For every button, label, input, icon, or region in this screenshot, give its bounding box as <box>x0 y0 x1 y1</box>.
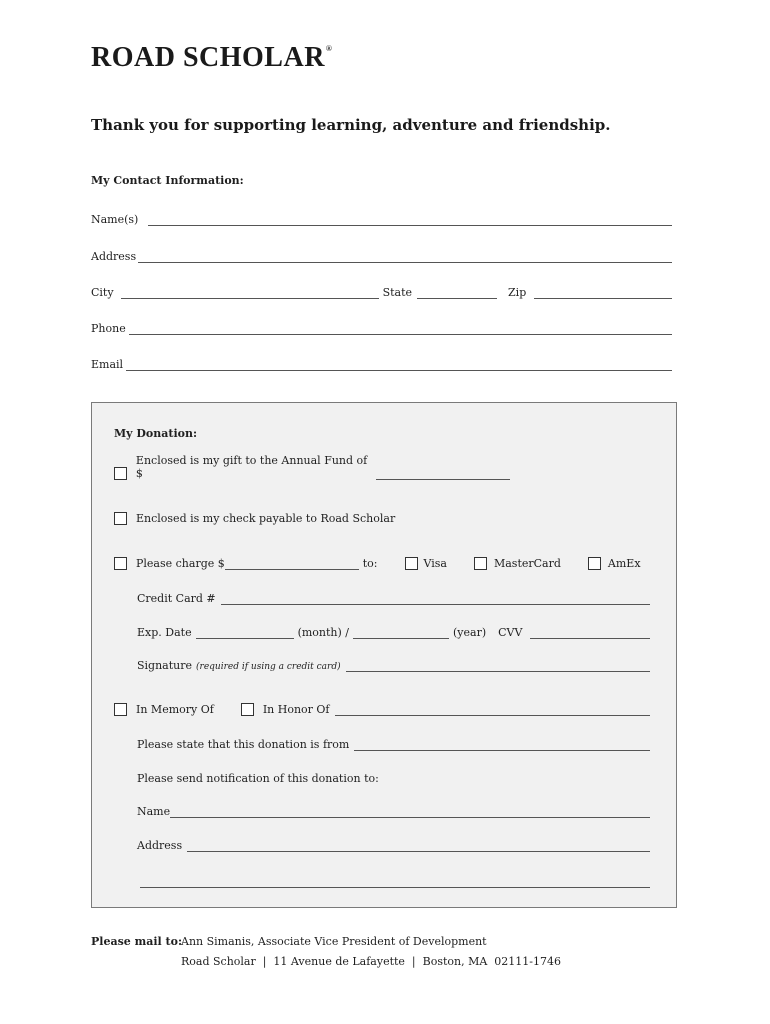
from-row <box>137 735 650 751</box>
mail-address-line2: Road Scholar | 11 Avenue de Lafayette | Boston, MA 02111-1746 <box>181 955 562 968</box>
signature-row <box>137 656 650 672</box>
cvv-field[interactable] <box>530 627 650 639</box>
state-label: State <box>382 286 413 299</box>
exp-month-label: (month) / <box>297 626 350 639</box>
email-field[interactable] <box>126 359 672 371</box>
notify-address-label: Address <box>137 839 183 852</box>
expiration-row <box>137 623 650 639</box>
charge-label: Please charge $ <box>136 557 225 570</box>
charge-to-label: to: <box>362 557 378 570</box>
notify-label: Please send notification of this donation to: <box>137 772 379 785</box>
mastercard-label: MasterCard <box>493 557 561 570</box>
gift-checkbox[interactable] <box>114 467 127 480</box>
state-field[interactable] <box>417 287 497 299</box>
exp-year-label: (year) <box>453 626 487 639</box>
notify-name-label: Name <box>137 805 171 818</box>
card-number-field[interactable] <box>221 593 650 605</box>
zip-field[interactable] <box>534 287 672 299</box>
in-memory-label: In Memory Of <box>136 703 214 716</box>
mail-address-line1: Ann Simanis, Associate Vice President of Development <box>181 935 487 948</box>
charge-checkbox[interactable] <box>114 557 127 570</box>
names-label: Name(s) <box>91 213 139 226</box>
donation-heading: My Donation: <box>114 427 198 440</box>
address-row <box>91 247 672 263</box>
check-row <box>114 509 514 525</box>
charge-row <box>114 554 654 570</box>
check-label: Enclosed is my check payable to Road Scholar <box>136 512 396 525</box>
in-memory-checkbox[interactable] <box>114 703 127 716</box>
city-state-zip-row <box>91 283 672 299</box>
check-checkbox[interactable] <box>114 512 127 525</box>
city-field[interactable] <box>121 287 379 299</box>
zip-label: Zip <box>508 286 527 299</box>
from-field[interactable] <box>354 739 650 751</box>
tribute-row <box>114 700 650 716</box>
contact-heading: My Contact Information: <box>91 174 244 187</box>
notify-name-row <box>137 802 650 818</box>
city-label: City <box>91 286 114 299</box>
phone-field[interactable] <box>129 323 672 335</box>
email-label: Email <box>91 358 124 371</box>
notify-address-field[interactable] <box>187 840 650 852</box>
gift-label: Enclosed is my gift to the Annual Fund of $ <box>135 454 368 480</box>
signature-label: Signature <box>137 659 193 672</box>
amex-label: AmEx <box>607 557 641 570</box>
notify-name-field[interactable] <box>170 806 650 818</box>
notify-address-line2-field[interactable] <box>140 876 650 888</box>
names-row <box>91 210 672 226</box>
tribute-name-field[interactable] <box>335 704 650 716</box>
from-label: Please state that this donation is from <box>137 738 350 751</box>
signature-field[interactable] <box>346 660 650 672</box>
phone-label: Phone <box>91 322 126 335</box>
card-number-row <box>137 589 650 605</box>
exp-month-field[interactable] <box>196 627 294 639</box>
logo-text: ROAD SCHOLAR <box>91 42 325 73</box>
exp-date-label: Exp. Date <box>137 626 192 639</box>
charge-amount-field[interactable] <box>225 558 359 570</box>
gift-amount-field[interactable] <box>376 468 510 480</box>
mail-to-label: Please mail to: <box>91 935 183 948</box>
visa-label: Visa <box>423 557 447 570</box>
donation-box <box>91 402 677 908</box>
email-row <box>91 355 672 371</box>
amex-checkbox[interactable] <box>588 557 601 570</box>
phone-row <box>91 319 672 335</box>
in-honor-checkbox[interactable] <box>241 703 254 716</box>
signature-note: (required if using a credit card) <box>196 662 341 672</box>
in-honor-label: In Honor Of <box>262 703 330 716</box>
address-label: Address <box>91 250 137 263</box>
card-number-label: Credit Card # <box>137 592 216 605</box>
notify-address-line2-row <box>140 872 650 888</box>
address-field[interactable] <box>138 251 672 263</box>
notify-address-row <box>137 836 650 852</box>
notify-row <box>137 769 650 785</box>
registered-mark: ® <box>325 44 333 53</box>
thank-you-heading: Thank you for supporting learning, adventure and friendship. <box>91 116 611 134</box>
exp-year-field[interactable] <box>353 627 449 639</box>
cvv-label: CVV <box>498 626 523 639</box>
gift-row <box>114 454 514 480</box>
visa-checkbox[interactable] <box>405 557 418 570</box>
mastercard-checkbox[interactable] <box>474 557 487 570</box>
road-scholar-logo <box>91 42 332 74</box>
names-field[interactable] <box>148 214 672 226</box>
